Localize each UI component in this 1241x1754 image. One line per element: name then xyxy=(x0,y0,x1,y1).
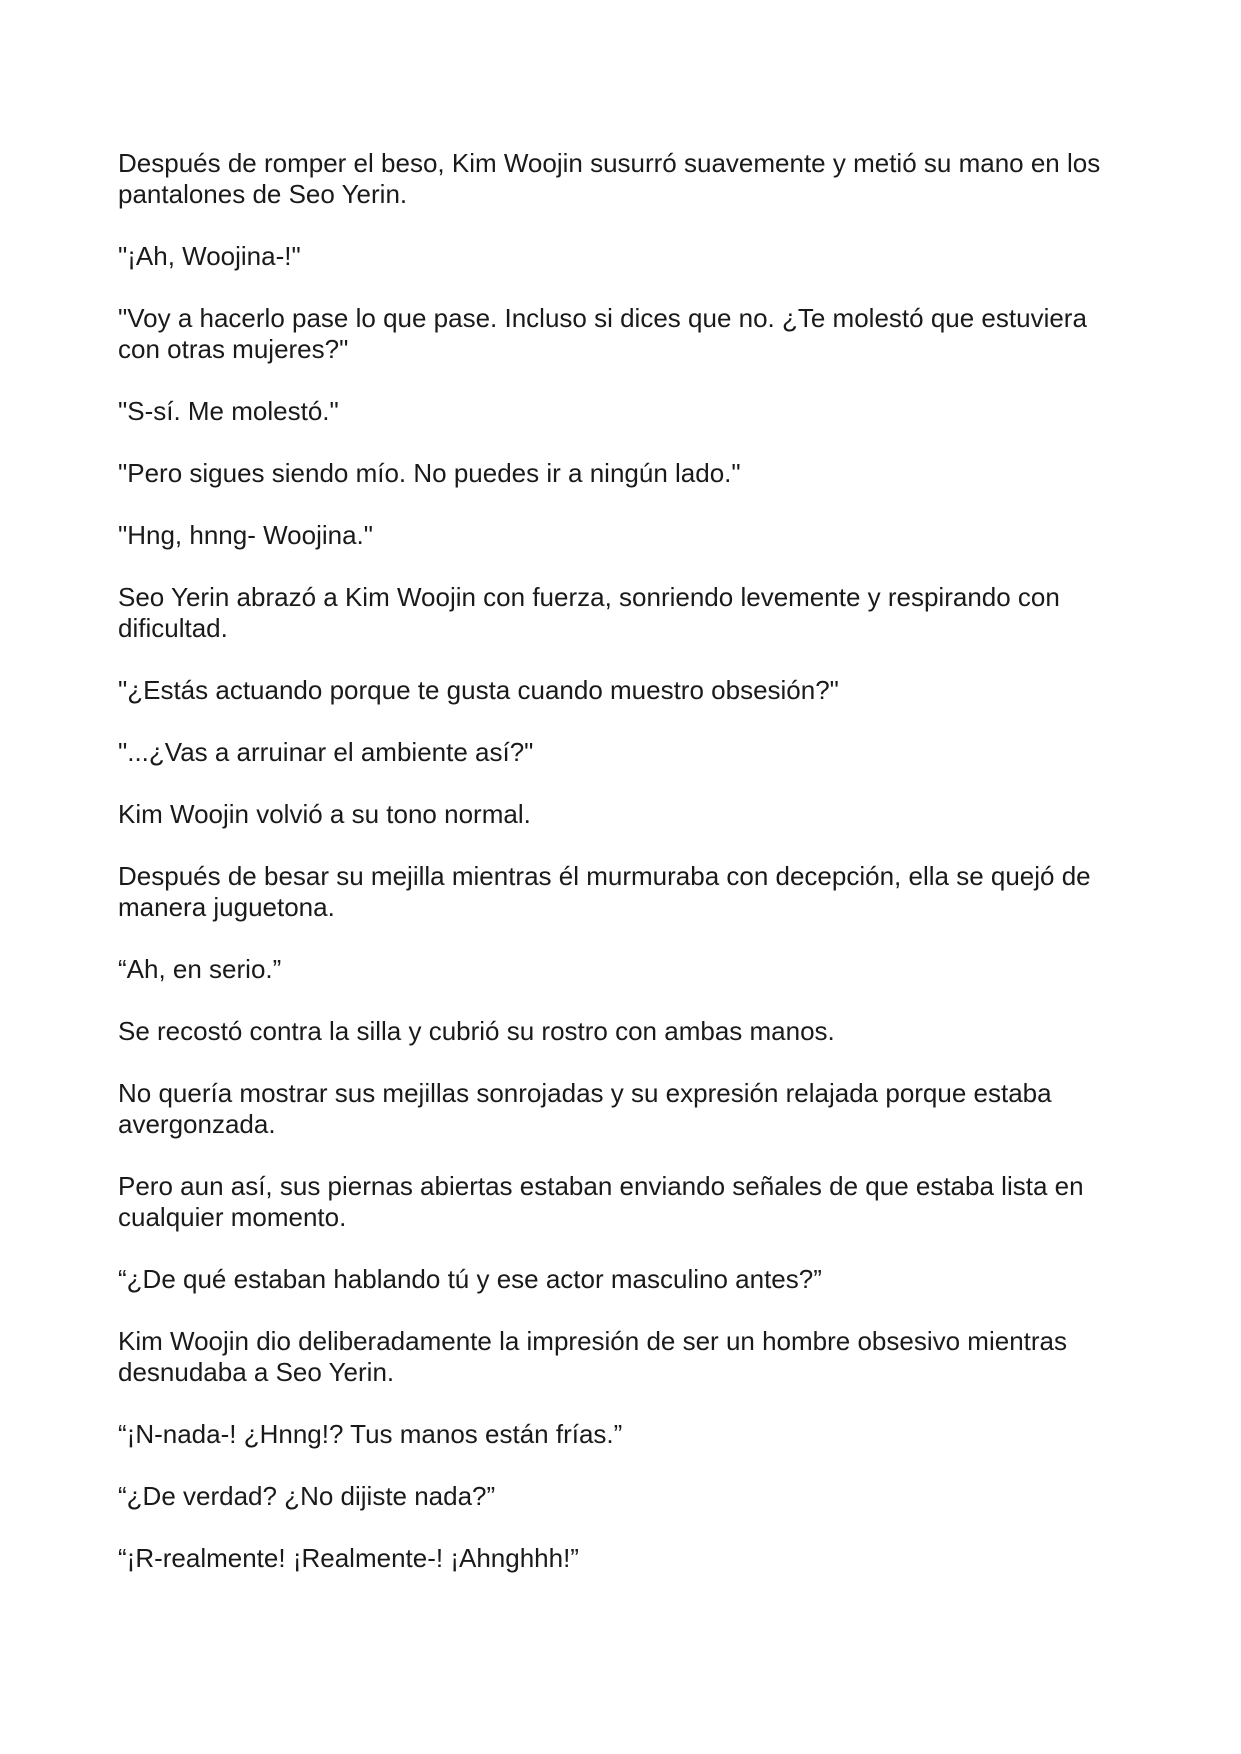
paragraph: Se recostó contra la silla y cubrió su rostro con ambas manos. xyxy=(118,1016,835,1046)
paragraph: Después de romper el beso, Kim Woojin susurró suavemente y metió su mano en los pantalones de Seo Yerin. xyxy=(118,148,1101,209)
paragraph: “¿De verdad? ¿No dijiste nada?” xyxy=(118,1481,496,1511)
paragraph: Después de besar su mejilla mientras él murmuraba con decepción, ella se quejó de manera juguetona. xyxy=(118,861,1091,922)
paragraph: "Voy a hacerlo pase lo que pase. Incluso si dices que no. ¿Te molestó que estuviera con otras mujeres?" xyxy=(118,303,1087,364)
paragraph: Pero aun así, sus piernas abiertas estaban enviando señales de que estaba lista en cualquier momento. xyxy=(118,1171,1084,1232)
paragraph: "...¿Vas a arruinar el ambiente así?" xyxy=(118,737,534,767)
paragraph: "Hng, hnng- Woojina." xyxy=(118,520,374,550)
paragraph: No quería mostrar sus mejillas sonrojadas y su expresión relajada porque estaba avergonzada. xyxy=(118,1078,1052,1139)
paragraph: "¿Estás actuando porque te gusta cuando muestro obsesión?" xyxy=(118,675,839,705)
paragraph: "S-sí. Me molestó." xyxy=(118,396,339,426)
paragraph: Seo Yerin abrazó a Kim Woojin con fuerza, sonriendo levemente y respirando con dificultad. xyxy=(118,582,1060,643)
paragraph: Kim Woojin dio deliberadamente la impresión de ser un hombre obsesivo mientras desnudaba a Seo Yerin. xyxy=(118,1326,1067,1387)
paragraph: "¡Ah, Woojina-!" xyxy=(118,241,301,271)
document-body xyxy=(118,148,1128,1605)
paragraph: “¡R-realmente! ¡Realmente-! ¡Ahnghhh!” xyxy=(118,1543,579,1573)
paragraph: “¡N-nada-! ¿Hnng!? Tus manos están frías.” xyxy=(118,1419,623,1449)
paragraph: Kim Woojin volvió a su tono normal. xyxy=(118,799,531,829)
paragraph: "Pero sigues siendo mío. No puedes ir a ningún lado." xyxy=(118,458,741,488)
paragraph: “Ah, en serio.” xyxy=(118,954,282,984)
paragraph: “¿De qué estaban hablando tú y ese actor masculino antes?” xyxy=(118,1264,822,1294)
